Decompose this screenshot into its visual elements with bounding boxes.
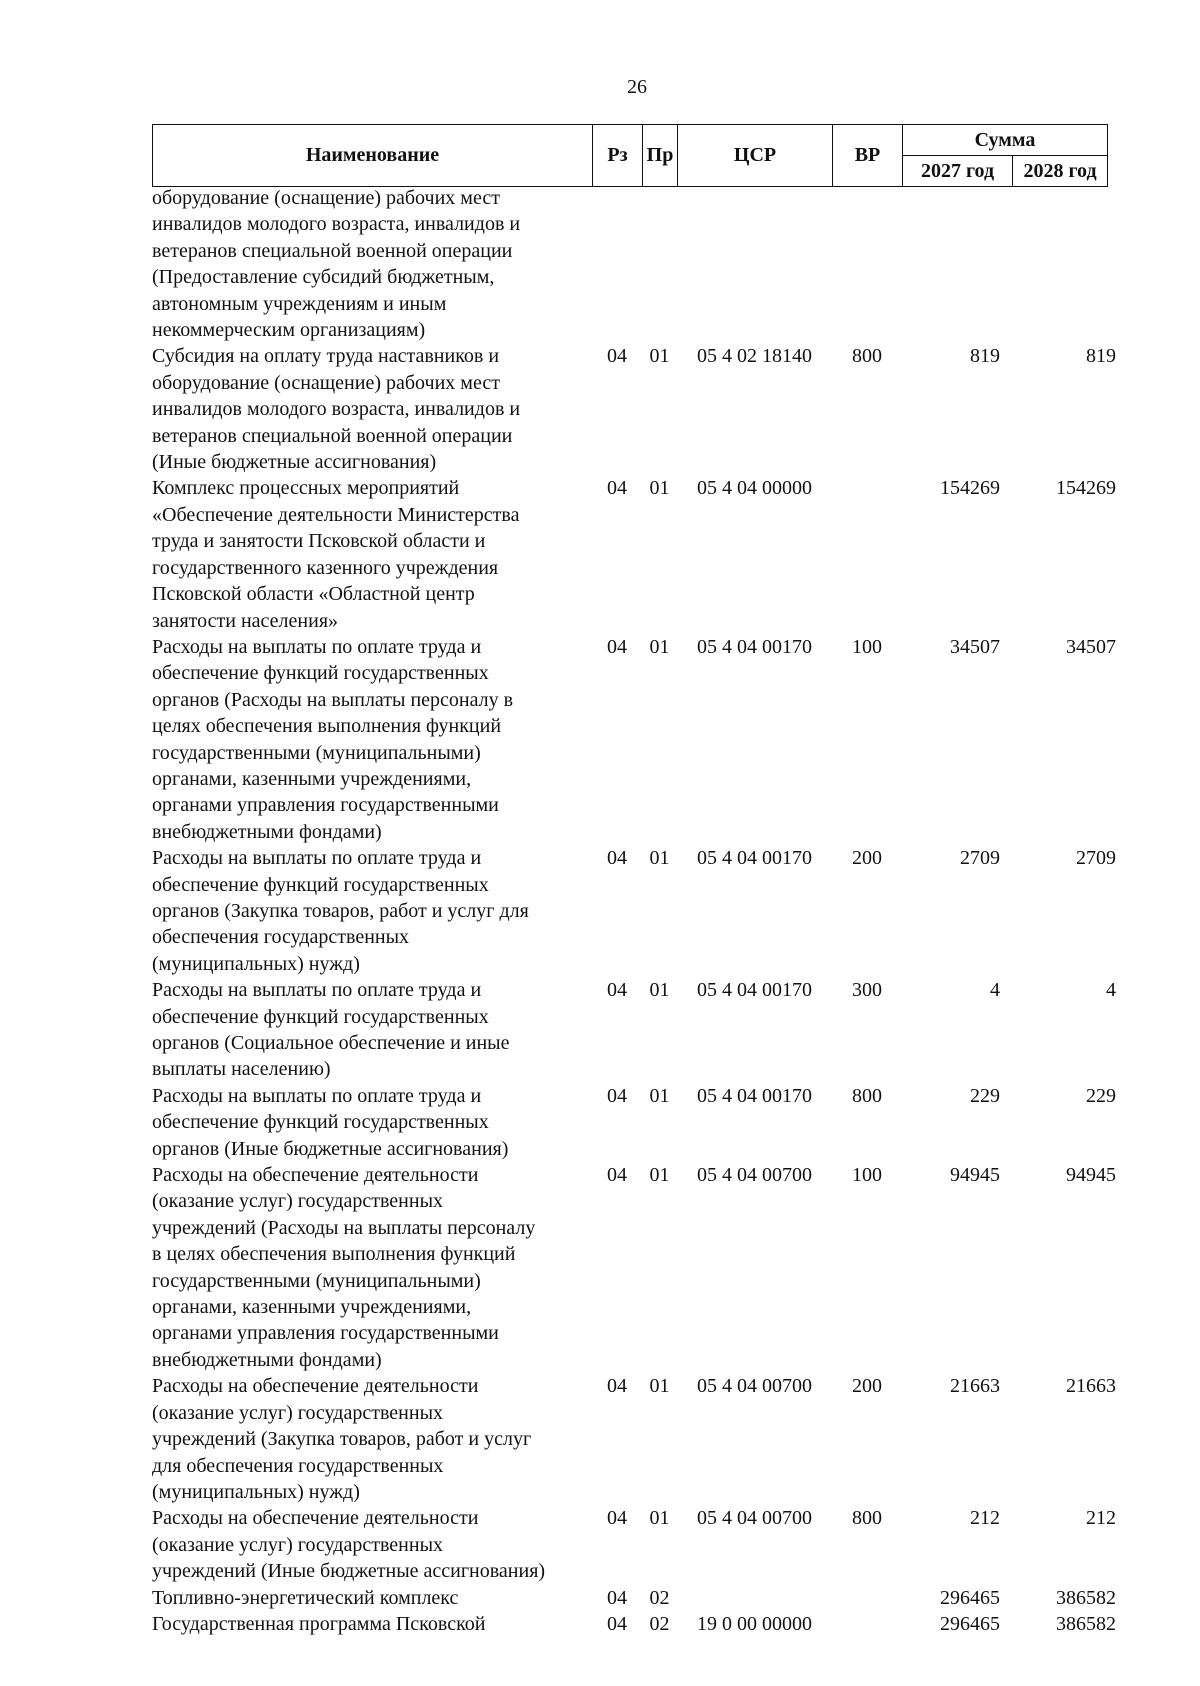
row-name-text: Субсидия на оплату труда наставников и оборудование (оснащение) рабочих мест инвалидов молодого возраста, инвалидов и ветеранов специальной военной операции (Иные бюджетные ассигнования) xyxy=(152,345,521,474)
header-year-2027: 2027 год xyxy=(903,156,1013,187)
row-vr: 800 xyxy=(852,1507,882,1530)
row-amount-2027: 296465 xyxy=(940,1612,1000,1635)
row-csr: 05 4 04 00170 xyxy=(697,635,812,658)
row-pr: 01 xyxy=(649,635,670,658)
row-pr: 02 xyxy=(649,1586,670,1609)
row-amount-2028: 386582 xyxy=(1056,1586,1116,1609)
row-name-text: оборудование (оснащение) рабочих мест инвалидов молодого возраста, инвалидов и ветеранов специальной военной операции (Предоставление субсидий бюджетным, автономным учреждениям и иным некоммерческим организациям) xyxy=(152,187,521,342)
row-csr: 05 4 02 18140 xyxy=(697,345,812,368)
table-row xyxy=(152,977,1116,1083)
row-name-text: Комплекс процессных мероприятий «Обеспечение деятельности Министерства труда и занятости Псковской области и государственного казенного учреждения Псковской области «Областной центр занятости населения» xyxy=(152,477,520,632)
row-rz: 04 xyxy=(607,345,627,368)
header-sum: Сумма xyxy=(903,125,1108,156)
row-vr: 800 xyxy=(852,1084,882,1107)
row-name xyxy=(152,185,592,343)
row-vr: 800 xyxy=(852,345,882,368)
row-name-text: Расходы на обеспечение деятельности (оказание услуг) государственных учреждений (Расходы на выплаты персоналу в целях обеспечения выполнения функций государственными (муниципальными) органами, казенными учреждениями, органами управления государственными внебюджетными фондами) xyxy=(152,1164,536,1371)
row-pr: 01 xyxy=(649,477,670,500)
row-name xyxy=(152,1373,592,1505)
row-amount-2027: 2709 xyxy=(960,847,1000,870)
row-name xyxy=(152,475,592,633)
row-vr xyxy=(832,1585,902,1611)
row-amount-2028: 229 xyxy=(1086,1084,1116,1107)
row-pr: 02 xyxy=(649,1612,670,1635)
page-number: 26 xyxy=(627,76,647,98)
table-row xyxy=(152,1505,1116,1584)
row-pr: 01 xyxy=(649,1375,670,1398)
row-vr xyxy=(832,475,902,633)
row-vr: 200 xyxy=(852,1375,882,1398)
row-csr: 05 4 04 00700 xyxy=(697,1375,812,1398)
row-rz: 04 xyxy=(607,979,627,1002)
row-amount-2028: 2709 xyxy=(1076,847,1116,870)
row-name-text: Расходы на выплаты по оплате труда и обеспечение функций государственных органов (Расходы на выплаты персоналу в целях обеспечения выполнения функций государственными (муниципальными) органами, казенными учреждениями, органами управления государственными внебюджетными фондами) xyxy=(152,635,514,843)
row-csr: 05 4 04 00700 xyxy=(697,1507,812,1530)
row-vr: 100 xyxy=(852,635,882,658)
table-row xyxy=(152,1083,1116,1162)
row-pr: 01 xyxy=(649,847,670,870)
row-name xyxy=(152,1083,592,1162)
row-pr xyxy=(642,185,677,343)
table-row xyxy=(152,475,1116,633)
budget-table xyxy=(152,185,1116,1637)
row-csr: 05 4 04 00170 xyxy=(697,847,812,870)
row-amount-2028: 4 xyxy=(1106,979,1116,1002)
row-csr xyxy=(677,1585,832,1611)
table-row xyxy=(152,634,1116,845)
row-name xyxy=(152,634,592,845)
row-amount-2027: 34507 xyxy=(950,635,1000,658)
table-row xyxy=(152,1611,1116,1637)
header-csr: ЦСР xyxy=(678,125,833,187)
row-name-text: Расходы на обеспечение деятельности (оказание услуг) государственных учреждений (Закупка товаров, работ и услуг для обеспечения государственных (муниципальных) нужд) xyxy=(152,1375,532,1503)
row-vr: 300 xyxy=(852,979,882,1002)
table-row xyxy=(152,1373,1116,1505)
row-amount-2027: 212 xyxy=(970,1507,1000,1530)
row-amount-2028: 34507 xyxy=(1066,635,1116,658)
row-pr: 01 xyxy=(649,979,670,1002)
row-name xyxy=(152,1585,592,1611)
header-pr: Пр xyxy=(643,125,678,187)
row-rz: 04 xyxy=(607,847,627,870)
row-pr: 01 xyxy=(649,1164,670,1187)
row-name xyxy=(152,1162,592,1373)
row-rz: 04 xyxy=(607,635,627,658)
row-csr: 05 4 04 00000 xyxy=(697,477,812,500)
row-name-text: Топливно-энергетический комплекс xyxy=(152,1586,459,1609)
row-amount-2027: 819 xyxy=(970,345,1000,368)
row-name xyxy=(152,343,592,475)
table-row xyxy=(152,1162,1116,1373)
row-rz: 04 xyxy=(607,477,627,500)
header-vr: ВР xyxy=(833,125,903,187)
row-name xyxy=(152,1505,592,1584)
row-csr: 05 4 04 00170 xyxy=(697,979,812,1002)
row-rz: 04 xyxy=(607,1164,627,1187)
header-year-2028: 2028 год xyxy=(1013,156,1108,187)
row-vr: 200 xyxy=(852,847,882,870)
header-name: Наименование xyxy=(153,125,593,187)
row-amount-2028: 212 xyxy=(1086,1507,1116,1530)
row-rz: 04 xyxy=(607,1586,627,1609)
row-name-text: Расходы на выплаты по оплате труда и обеспечение функций государственных органов (Иные бюджетные ассигнования) xyxy=(152,1084,509,1160)
row-pr: 01 xyxy=(649,1084,670,1107)
row-pr: 01 xyxy=(649,345,670,368)
row-rz xyxy=(592,185,642,343)
row-amount-2028: 21663 xyxy=(1066,1375,1116,1398)
row-name xyxy=(152,977,592,1083)
row-csr: 05 4 04 00170 xyxy=(697,1084,812,1107)
row-name xyxy=(152,845,592,977)
row-name-text: Государственная программа Псковской xyxy=(152,1612,486,1635)
row-amount-2027: 229 xyxy=(970,1084,1000,1107)
table-row xyxy=(152,1585,1116,1611)
row-rz: 04 xyxy=(607,1612,627,1635)
header-rz: Рз xyxy=(593,125,643,187)
table-row xyxy=(152,343,1116,475)
table-row xyxy=(152,845,1116,977)
row-amount-2027: 21663 xyxy=(950,1375,1000,1398)
row-vr xyxy=(832,185,902,343)
row-amount-2027: 4 xyxy=(990,979,1000,1002)
row-name-text: Расходы на обеспечение деятельности (оказание услуг) государственных учреждений (Иные бюджетные ассигнования) xyxy=(152,1507,546,1583)
row-amount-2028: 154269 xyxy=(1056,477,1116,500)
row-rz: 04 xyxy=(607,1507,627,1530)
row-vr: 100 xyxy=(852,1164,882,1187)
row-amount-2027 xyxy=(902,185,1012,343)
row-amount-2027: 94945 xyxy=(950,1164,1000,1187)
row-rz: 04 xyxy=(607,1375,627,1398)
row-rz: 04 xyxy=(607,1084,627,1107)
row-name-text: Расходы на выплаты по оплате труда и обеспечение функций государственных органов (Закупка товаров, работ и услуг для обеспечения государственных (муниципальных) нужд) xyxy=(152,847,529,975)
row-csr: 05 4 04 00700 xyxy=(697,1164,812,1187)
row-name xyxy=(152,1611,592,1637)
row-amount-2028: 386582 xyxy=(1056,1612,1116,1635)
row-amount-2028 xyxy=(1012,185,1116,343)
row-csr xyxy=(677,185,832,343)
row-pr: 01 xyxy=(649,1507,670,1530)
row-vr xyxy=(832,1611,902,1637)
row-amount-2027: 154269 xyxy=(940,477,1000,500)
row-name-text: Расходы на выплаты по оплате труда и обеспечение функций государственных органов (Социальное обеспечение и иные выплаты населению) xyxy=(152,979,510,1081)
table-row xyxy=(152,185,1116,343)
row-csr: 19 0 00 00000 xyxy=(697,1612,812,1635)
row-amount-2028: 94945 xyxy=(1066,1164,1116,1187)
row-amount-2028: 819 xyxy=(1086,345,1116,368)
row-amount-2027: 296465 xyxy=(940,1586,1000,1609)
table-header xyxy=(152,124,1108,187)
